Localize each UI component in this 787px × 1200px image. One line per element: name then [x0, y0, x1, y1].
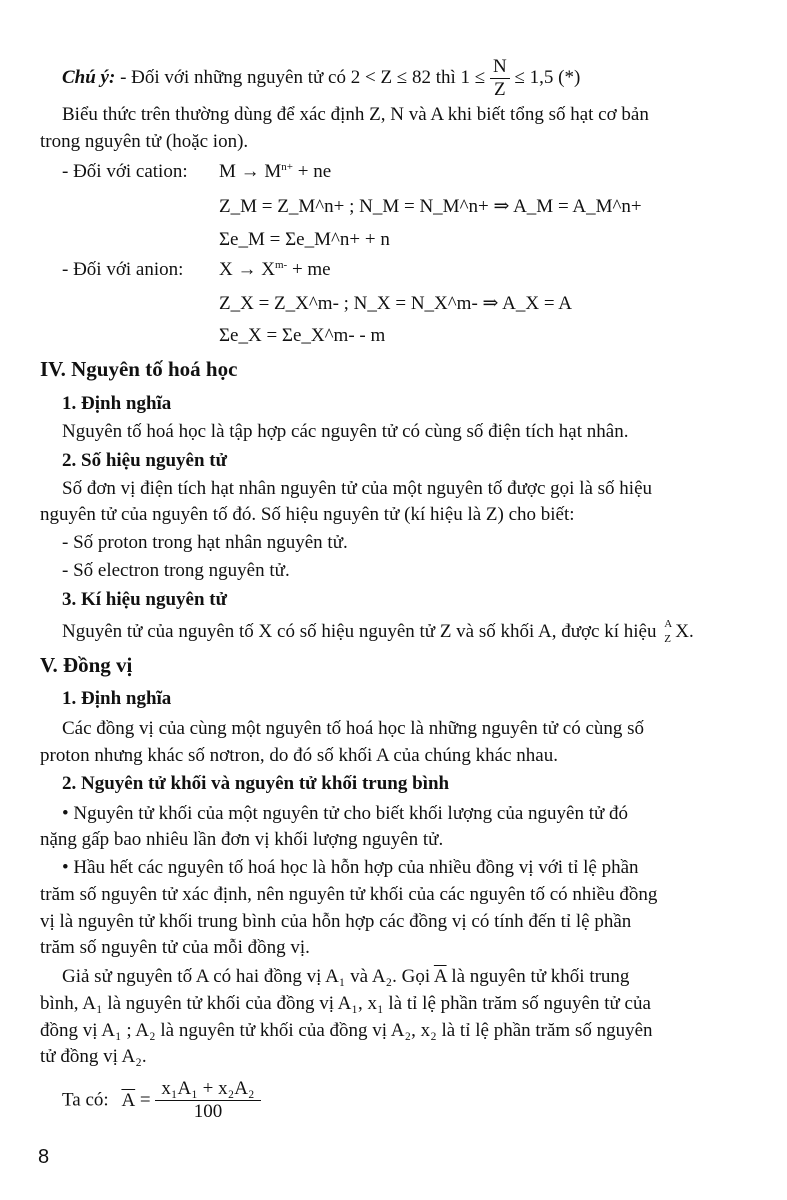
paragraph-line-1	[62, 966, 629, 988]
section-iv-2-item-1: - Số proton trong hạt nhân nguyên tử.	[62, 532, 348, 553]
section-iv-2-item-2: - Số electron trong nguyên tử.	[62, 560, 290, 581]
cation-eq-1-tail: + ne	[293, 161, 332, 182]
average-mass-symbol: $\overline{A}$	[433, 966, 447, 987]
paragraph-line-3: đồng vị A₁ ; A₂ là nguyên tử khối của đồng vị A₂, x₂ là tỉ lệ phần trăm số nguyên	[40, 1020, 653, 1041]
bullet-2-line-4: trăm số nguyên tử của mỗi đồng vị.	[40, 937, 310, 958]
section-iv-2-text-1: Số đơn vị điện tích hạt nhân nguyên tử của một nguyên tố được gọi là số hiệu	[62, 478, 653, 499]
section-iv-1-text: Nguyên tố hoá học là tập hợp các nguyên tử có cùng số điện tích hạt nhân.	[62, 421, 629, 442]
note-text: - Đối với những nguyên tử có 2 < Z ≤ 82 thì 1 ≤	[120, 66, 486, 88]
section-iv-2-title: 2. Số hiệu nguyên tử	[62, 450, 228, 471]
note-fraction	[490, 56, 510, 101]
nuclide-mass-number: A	[664, 617, 673, 630]
fraction-denominator: Z	[494, 79, 506, 100]
cation-eq-3: Σe_M = Σe_M^n+ + n	[219, 229, 390, 250]
section-v-2-title: 2. Nguyên tử khối và nguyên tử khối trung bình	[62, 773, 450, 794]
bullet-1-line-2: nặng gấp bao nhiêu lần đơn vị khối lượng nguyên tử.	[40, 829, 444, 850]
section-iv-2-text-2: nguyên tử của nguyên tố đó. Số hiệu nguyên tử (kí hiệu là Z) cho biết:	[40, 504, 575, 525]
anion-eq-3: Σe_X = Σe_X^m- - m	[219, 325, 386, 346]
nuclide-atomic-number: Z	[664, 632, 671, 645]
note-line	[62, 56, 580, 101]
paragraph-line-1-text: Giả sử nguyên tố A có hai đồng vị A₁ và A₂. Gọi	[62, 966, 431, 987]
anion-eq-1-main: X → X	[219, 259, 275, 280]
bullet-2-line-2: trăm số nguyên tử xác định, nên nguyên tử khối của các nguyên tố có nhiều đồng	[40, 884, 658, 905]
formula-denominator: 100	[193, 1101, 223, 1122]
section-v-title: V. Đồng vị	[40, 653, 133, 677]
section-iv-3-sentence: Nguyên tử của nguyên tố X có số hiệu nguyên tử Z và số khối A, được kí hiệu	[62, 621, 657, 642]
section-v-1-text-1: Các đồng vị của cùng một nguyên tố hoá học là những nguyên tử có cùng số	[62, 718, 645, 739]
section-iv-3-title: 3. Kí hiệu nguyên tử	[62, 589, 228, 610]
formula-label: Ta có:	[62, 1089, 109, 1111]
anion-eq-1-tail: + me	[287, 259, 331, 280]
nuclide-symbol: X.	[675, 621, 694, 642]
note-text-after: ≤ 1,5 (*)	[514, 66, 581, 88]
intro-line-1: Biểu thức trên thường dùng để xác định Z, N và A khi biết tổng số hạt cơ bản	[62, 104, 649, 125]
intro-line-2: trong nguyên tử (hoặc ion).	[40, 131, 249, 152]
formula-equals: =	[139, 1089, 151, 1111]
section-iv-3-text	[62, 617, 694, 645]
cation-eq-1-sup: n+	[281, 161, 294, 173]
section-v-1-text-2: proton nhưng khác số nơtron, do đó số khối A của chúng khác nhau.	[40, 745, 558, 766]
cation-eq-1-main: M → M	[219, 161, 282, 182]
page-number: 8	[38, 1146, 50, 1168]
average-mass-formula	[62, 1078, 261, 1123]
note-label: Chú ý:	[62, 66, 116, 88]
anion-eq-2: Z_X = Z_X^m- ; N_X = N_X^m- ⇒ A_X = A	[219, 293, 572, 314]
section-iv-title: IV. Nguyên tố hoá học	[40, 357, 238, 381]
fraction-numerator: N	[490, 56, 510, 79]
anion-eq-1	[219, 259, 331, 281]
formula-lhs: $\overline{A}$	[121, 1089, 136, 1111]
section-v-1-title: 1. Định nghĩa	[62, 688, 172, 709]
anion-eq-1-sup: m-	[274, 259, 288, 271]
anion-label: - Đối với anion:	[62, 259, 184, 280]
cation-eq-1	[219, 161, 331, 183]
paragraph-line-2: bình, A₁ là nguyên tử khối của đồng vị A₁, x₁ là tỉ lệ phần trăm số nguyên tử của	[40, 993, 651, 1014]
paragraph-line-4: tử đồng vị A₂.	[40, 1046, 147, 1067]
nuclide-indices	[661, 617, 675, 645]
section-iv-1-title: 1. Định nghĩa	[62, 393, 172, 414]
bullet-1-line-1: • Nguyên tử khối của một nguyên tử cho biết khối lượng của nguyên tử đó	[62, 803, 629, 824]
formula-numerator: x₁A₁ + x₂A₂	[155, 1078, 260, 1101]
paragraph-line-1-tail: là nguyên tử khối trung	[451, 966, 630, 987]
bullet-2-line-3: vị là nguyên tử khối trung bình của hỗn hợp các đồng vị có tính đến tỉ lệ phần	[40, 911, 632, 932]
bullet-2-line-1: • Hầu hết các nguyên tố hoá học là hỗn hợp của nhiều đồng vị với tỉ lệ phần	[62, 857, 639, 878]
formula-fraction	[155, 1078, 260, 1123]
cation-label: - Đối với cation:	[62, 161, 188, 182]
cation-eq-2: Z_M = Z_M^n+ ; N_M = N_M^n+ ⇒ A_M = A_M^n+	[219, 196, 642, 217]
